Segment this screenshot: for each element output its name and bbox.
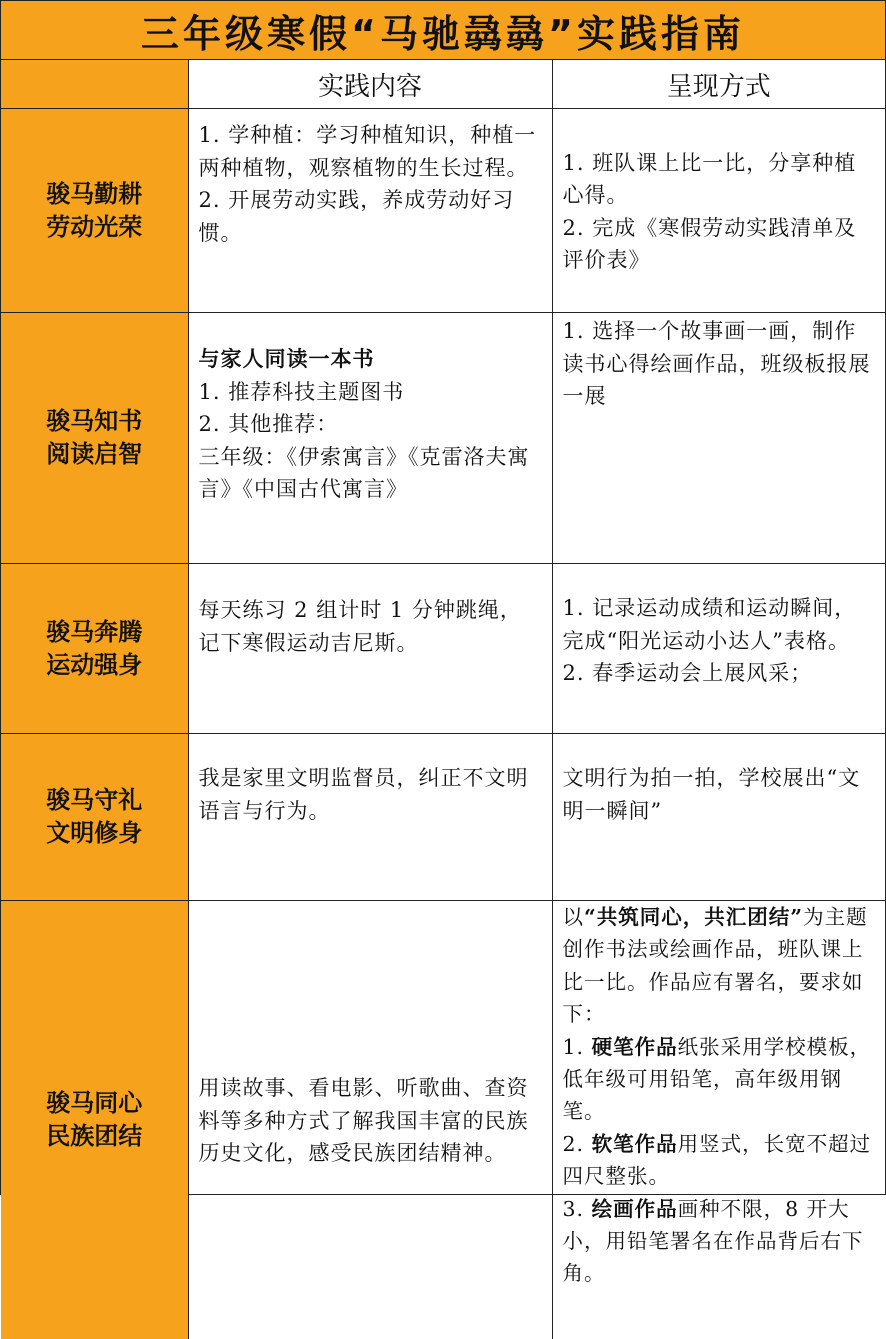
presentation-cell [552, 734, 885, 901]
category-line: 骏马同心 [1, 1087, 188, 1120]
content-cell [188, 734, 552, 901]
requirement-number: 1. [563, 1035, 592, 1059]
requirement-item [563, 1128, 876, 1193]
content-text: 用读故事、看电影、听歌曲、查资料等多种方式了解我国丰富的民族历史文化，感受民族团结精神。 [199, 1072, 542, 1170]
table-header-row [1, 60, 885, 109]
header-content: 实践内容 [188, 60, 552, 109]
content-cell [188, 109, 552, 313]
requirement-label: 绘画作品 [592, 1197, 678, 1221]
category-line: 骏马勤耕 [1, 178, 188, 211]
content-text: 1. 学种植：学习种植知识，种植一两种植物，观察植物的生长过程。 [199, 119, 542, 184]
category-line: 民族团结 [1, 1120, 188, 1153]
content-heading: 与家人同读一本书 [199, 343, 542, 376]
presentation-intro [563, 901, 876, 1031]
requirement-label: 软笔作品 [592, 1132, 678, 1156]
requirement-item [563, 1031, 876, 1128]
requirement-number: 2. [563, 1132, 592, 1156]
header-presentation: 呈现方式 [552, 60, 885, 109]
content-text: 2. 其他推荐： [199, 408, 542, 441]
category-cell [1, 109, 188, 313]
category-line: 劳动光荣 [1, 211, 188, 244]
category-cell [1, 734, 188, 901]
requirement-number: 3. [563, 1197, 592, 1221]
presentation-text: 1. 记录运动成绩和运动瞬间，完成“阳光运动小达人”表格。 [563, 592, 876, 657]
presentation-cell [552, 901, 885, 1339]
table-row [1, 564, 885, 734]
header-category [1, 60, 188, 109]
intro-prefix: 以 [563, 905, 585, 929]
content-cell [188, 313, 552, 564]
presentation-text: 1. 选择一个故事画一画，制作读书心得绘画作品，班级板报展一展 [563, 315, 876, 413]
requirement-label: 硬笔作品 [592, 1035, 678, 1059]
category-line: 骏马奔腾 [1, 616, 188, 649]
content-text: 1. 推荐科技主题图书 [199, 376, 542, 409]
requirement-text: 纸张采用学校模板，低年级可用铅笔，高年级用钢笔。 [563, 1035, 872, 1124]
category-cell [1, 564, 188, 734]
requirement-text: 画种不限，8 开大小，用铅笔署名在作品背后右下角。 [563, 1197, 864, 1286]
content-text: 三年级：《伊索寓言》《克雷洛夫寓言》《中国古代寓言》 [199, 441, 542, 506]
content-cell [188, 564, 552, 734]
category-line: 运动强身 [1, 649, 188, 682]
category-line: 阅读启智 [1, 438, 188, 471]
presentation-text: 2. 春季运动会上展风采； [563, 657, 876, 690]
requirement-text: 用竖式，长宽不超过四尺整张。 [563, 1132, 872, 1188]
content-text: 2. 开展劳动实践，养成劳动好习惯。 [199, 184, 542, 249]
content-text: 每天练习 2 组计时 1 分钟跳绳，记下寒假运动吉尼斯。 [199, 594, 542, 659]
presentation-cell [552, 313, 885, 564]
table-row [1, 109, 885, 313]
table-row [1, 901, 885, 1339]
page-title: 三年级寒假“马驰骉骉”实践指南 [1, 1, 885, 60]
presentation-cell [552, 564, 885, 734]
category-line: 骏马知书 [1, 405, 188, 438]
intro-theme: “共筑同心，共汇团结” [584, 905, 803, 929]
category-cell [1, 313, 188, 564]
content-cell [188, 901, 552, 1339]
presentation-cell [552, 109, 885, 313]
category-cell [1, 901, 188, 1339]
requirement-item [563, 1193, 876, 1290]
table-row [1, 313, 885, 564]
table-row [1, 734, 885, 901]
intro-suffix: 为主题创作书法或绘画作品，班队课上比一比。作品应有署名，要求如下： [563, 905, 868, 1026]
content-text: 我是家里文明监督员，纠正不文明语言与行为。 [199, 762, 542, 827]
presentation-text: 2. 完成《寒假劳动实践清单及评价表》 [563, 212, 876, 277]
practice-table [1, 60, 885, 1339]
presentation-text: 1. 班队课上比一比，分享种植心得。 [563, 147, 876, 212]
category-line: 骏马守礼 [1, 784, 188, 817]
category-line: 文明修身 [1, 817, 188, 850]
presentation-text: 文明行为拍一拍，学校展出“文明一瞬间” [563, 762, 876, 827]
